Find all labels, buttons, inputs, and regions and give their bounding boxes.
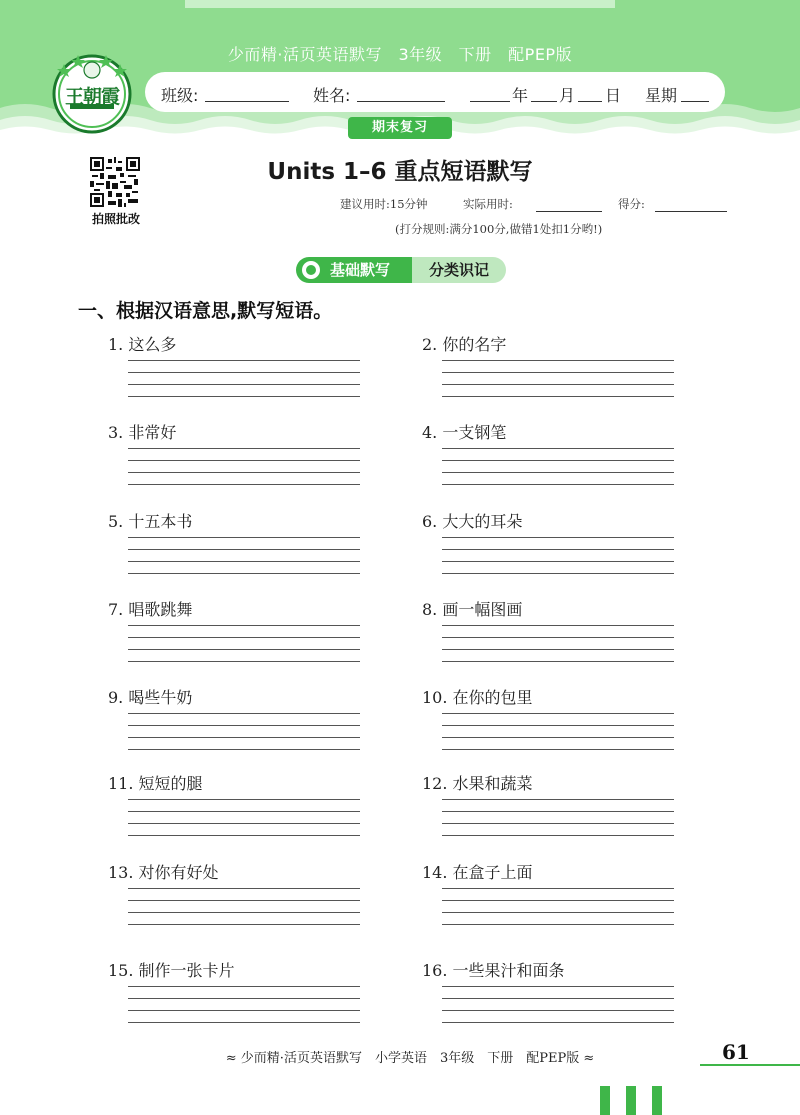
item-prompt: 5. 十五本书 <box>108 512 193 531</box>
writing-line[interactable] <box>442 912 674 913</box>
page-title: Units 1–6 重点短语默写 <box>267 159 533 185</box>
section-tab-secondary: 分类识记 <box>412 257 506 283</box>
writing-line[interactable] <box>442 573 674 574</box>
writing-line[interactable] <box>442 472 674 473</box>
class-label: 班级: <box>161 86 199 105</box>
writing-line[interactable] <box>442 549 674 550</box>
writing-line[interactable] <box>442 749 674 750</box>
section-tab-primary <box>296 257 414 283</box>
writing-line[interactable] <box>128 924 360 925</box>
writing-line[interactable] <box>442 900 674 901</box>
writing-line[interactable] <box>128 484 360 485</box>
exercise-item <box>108 860 368 940</box>
writing-line[interactable] <box>442 823 674 824</box>
writing-line[interactable] <box>442 649 674 650</box>
student-info-bar <box>145 72 725 112</box>
writing-line[interactable] <box>128 396 360 397</box>
writing-line[interactable] <box>128 823 360 824</box>
exercise-item <box>108 420 368 500</box>
exercise-item <box>422 771 682 851</box>
exercise-item <box>422 958 682 1038</box>
writing-line[interactable] <box>442 661 674 662</box>
writing-line[interactable] <box>442 811 674 812</box>
writing-line[interactable] <box>442 713 674 714</box>
writing-line[interactable] <box>128 1010 360 1011</box>
final-review-badge: 期末复习 <box>348 117 452 139</box>
series-title: 少而精·活页英语默写 3年级 下册 配PEP版 <box>227 45 573 64</box>
writing-line[interactable] <box>442 799 674 800</box>
name-label: 姓名: <box>313 86 351 105</box>
month-blank[interactable] <box>531 101 557 102</box>
day-blank[interactable] <box>578 101 602 102</box>
suggested-time: 建议用时:15分钟 <box>340 197 428 211</box>
item-prompt: 4. 一支钢笔 <box>422 423 507 442</box>
instruction: 一、根据汉语意思,默写短语。 <box>78 300 333 322</box>
writing-line[interactable] <box>442 448 674 449</box>
logo-text: 王朝霞 <box>64 86 119 108</box>
writing-line[interactable] <box>128 460 360 461</box>
writing-line[interactable] <box>442 537 674 538</box>
item-prompt: 9. 喝些牛奶 <box>108 688 193 707</box>
writing-line[interactable] <box>128 900 360 901</box>
exercise-item <box>422 860 682 940</box>
writing-line[interactable] <box>442 460 674 461</box>
item-prompt: 11. 短短的腿 <box>108 774 203 793</box>
exercise-item <box>422 332 682 412</box>
writing-line[interactable] <box>442 360 674 361</box>
writing-line[interactable] <box>128 835 360 836</box>
writing-line[interactable] <box>442 998 674 999</box>
writing-line[interactable] <box>128 549 360 550</box>
item-prompt: 7. 唱歌跳舞 <box>108 600 193 619</box>
exercise-item <box>108 597 368 677</box>
writing-line[interactable] <box>442 924 674 925</box>
writing-line[interactable] <box>128 661 360 662</box>
actual-time-blank[interactable] <box>536 211 602 212</box>
item-prompt: 13. 对你有好处 <box>108 863 219 882</box>
item-prompt: 6. 大大的耳朵 <box>422 512 523 531</box>
score-label: 得分: <box>618 197 645 211</box>
exercise-item <box>108 958 368 1038</box>
writing-line[interactable] <box>128 986 360 987</box>
item-prompt: 3. 非常好 <box>108 423 177 442</box>
qr-caption: 拍照批改 <box>91 212 140 226</box>
exercise-item <box>422 509 682 589</box>
year-blank[interactable] <box>470 101 510 102</box>
writing-line[interactable] <box>128 637 360 638</box>
writing-line[interactable] <box>128 1022 360 1023</box>
item-prompt: 1. 这么多 <box>108 335 177 354</box>
exercise-item <box>108 771 368 851</box>
writing-line[interactable] <box>128 713 360 714</box>
writing-line[interactable] <box>128 649 360 650</box>
writing-line[interactable] <box>128 448 360 449</box>
writing-line[interactable] <box>128 625 360 626</box>
writing-line[interactable] <box>128 725 360 726</box>
writing-line[interactable] <box>442 484 674 485</box>
writing-line[interactable] <box>442 396 674 397</box>
writing-line[interactable] <box>442 737 674 738</box>
exercise-item <box>108 509 368 589</box>
item-prompt: 15. 制作一张卡片 <box>108 961 235 980</box>
writing-line[interactable] <box>128 888 360 889</box>
page-number: 61 <box>722 1040 750 1064</box>
name-blank[interactable] <box>357 101 445 102</box>
writing-line[interactable] <box>128 472 360 473</box>
writing-line[interactable] <box>128 998 360 999</box>
item-prompt: 14. 在盒子上面 <box>422 863 533 882</box>
weekday-label: 星期 <box>645 86 678 105</box>
year-label: 年 <box>512 86 529 105</box>
exercise-item <box>422 685 682 765</box>
qr-code-icon[interactable] <box>90 157 140 207</box>
exercise-item <box>422 420 682 500</box>
weekday-blank[interactable] <box>681 101 709 102</box>
item-prompt: 12. 水果和蔬菜 <box>422 774 533 793</box>
exercise-item <box>108 685 368 765</box>
writing-line[interactable] <box>128 372 360 373</box>
medal-icon <box>302 261 320 279</box>
writing-line[interactable] <box>128 384 360 385</box>
footer-text: ≈ 少而精·活页英语默写 小学英语 3年级 下册 配PEP版 ≈ <box>225 1051 595 1066</box>
writing-line[interactable] <box>128 799 360 800</box>
score-blank[interactable] <box>655 211 727 212</box>
class-blank[interactable] <box>205 101 289 102</box>
writing-line[interactable] <box>128 561 360 562</box>
exercise-item <box>108 332 368 412</box>
writing-line[interactable] <box>442 625 674 626</box>
item-prompt: 16. 一些果汁和面条 <box>422 961 565 980</box>
footer-rule <box>700 1064 800 1066</box>
writing-line[interactable] <box>442 1022 674 1023</box>
writing-line[interactable] <box>442 1010 674 1011</box>
writing-line[interactable] <box>128 573 360 574</box>
month-label: 月 <box>559 86 576 105</box>
writing-line[interactable] <box>442 384 674 385</box>
day-label: 日 <box>605 86 622 105</box>
section-tab-primary-label: 基础默写 <box>330 261 391 279</box>
writing-line[interactable] <box>442 561 674 562</box>
writing-line[interactable] <box>442 986 674 987</box>
exercise-item <box>422 597 682 677</box>
writing-line[interactable] <box>128 811 360 812</box>
writing-line[interactable] <box>128 537 360 538</box>
writing-line[interactable] <box>442 725 674 726</box>
writing-line[interactable] <box>128 360 360 361</box>
writing-line[interactable] <box>128 749 360 750</box>
writing-line[interactable] <box>442 372 674 373</box>
item-prompt: 2. 你的名字 <box>422 335 507 354</box>
writing-line[interactable] <box>442 888 674 889</box>
writing-line[interactable] <box>442 637 674 638</box>
scoring-rule: (打分规则:满分100分,做错1处扣1分哟!) <box>395 222 603 236</box>
writing-line[interactable] <box>128 737 360 738</box>
actual-time-label: 实际用时: <box>463 197 513 211</box>
item-prompt: 8. 画一幅图画 <box>422 600 523 619</box>
writing-line[interactable] <box>442 835 674 836</box>
item-prompt: 10. 在你的包里 <box>422 688 533 707</box>
writing-line[interactable] <box>128 912 360 913</box>
